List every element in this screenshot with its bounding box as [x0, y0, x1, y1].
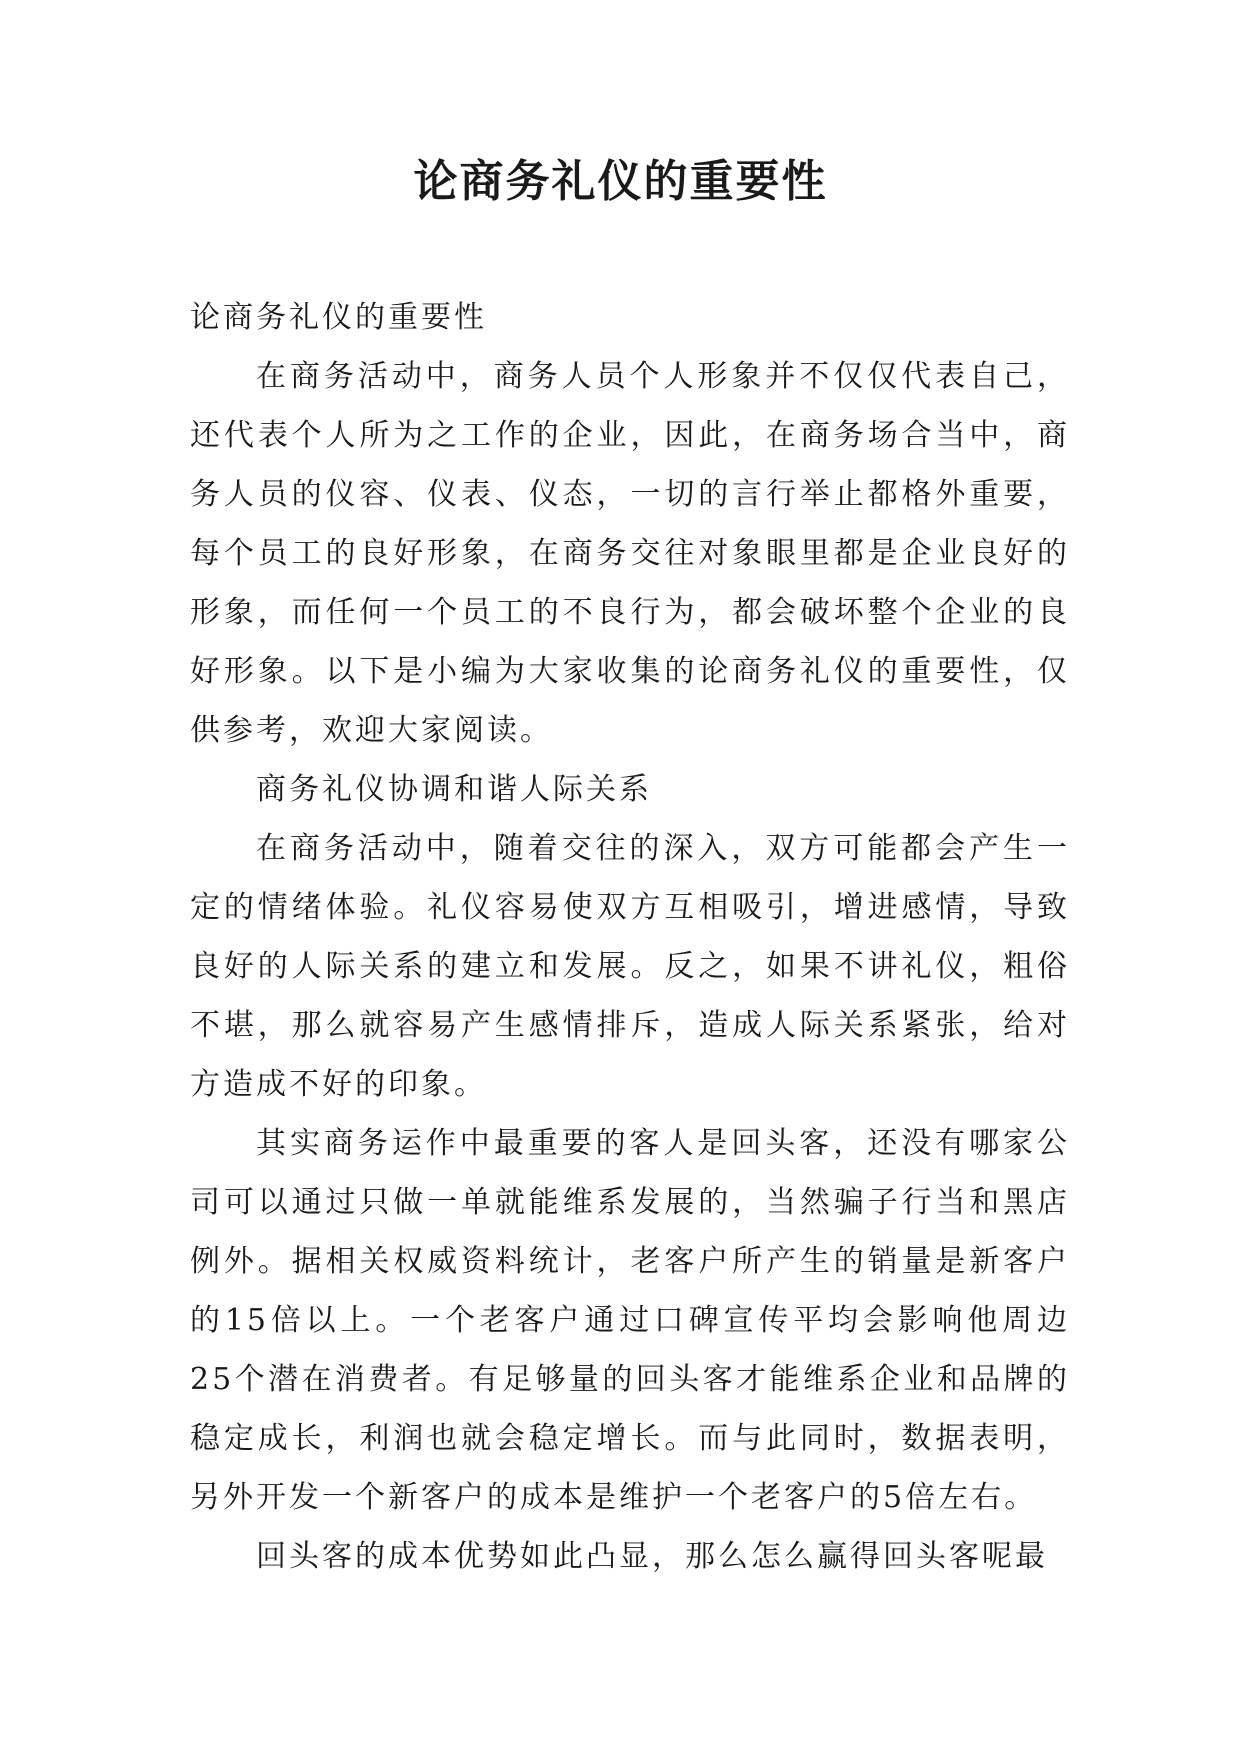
document-body	[190, 288, 1070, 1586]
paragraph-subtitle: 论商务礼仪的重要性	[190, 300, 487, 335]
paragraph-cost-advantage: 回头客的成本优势如此凸显，那么怎么赢得回头客呢最	[256, 1539, 1048, 1574]
paragraph-section-heading: 商务礼仪协调和谐人际关系	[256, 772, 652, 807]
paragraph-intro: 在商务活动中，商务人员个人形象并不仅仅代表自己，还代表个人所为之工作的企业，因此，在商务场合当中，商务人员的仪容、仪表、仪态，一切的言行举止都格外重要，每个员工的良好形象，在商务交往对象眼里都是企业良好的形象，而任何一个员工的不良行为，都会破坏整个企业的良好形象。以下是小编为大家收集的论商务礼仪的重要性，仅供参考，欢迎大家阅读。	[190, 359, 1070, 748]
paragraph-repeat-customers: 其实商务运作中最重要的客人是回头客，还没有哪家公司可以通过只做一单就能维系发展的，当然骗子行当和黑店例外。据相关权威资料统计，老客户所产生的销量是新客户的15倍以上。一个老客户通过口碑宣传平均会影响他周边25个潜在消费者。有足够量的回头客才能维系企业和品牌的稳定成长，利润也就会稳定增长。而与此同时，数据表明，另外开发一个新客户的成本是维护一个老客户的5倍左右。	[190, 1126, 1070, 1515]
paragraph-relations: 在商务活动中，随着交往的深入，双方可能都会产生一定的情绪体验。礼仪容易使双方互相吸引，增进感情，导致良好的人际关系的建立和发展。反之，如果不讲礼仪，粗俗不堪，那么就容易产生感情排斥，造成人际关系紧张，给对方造成不好的印象。	[190, 831, 1070, 1102]
document-title: 论商务礼仪的重要性	[413, 156, 828, 207]
